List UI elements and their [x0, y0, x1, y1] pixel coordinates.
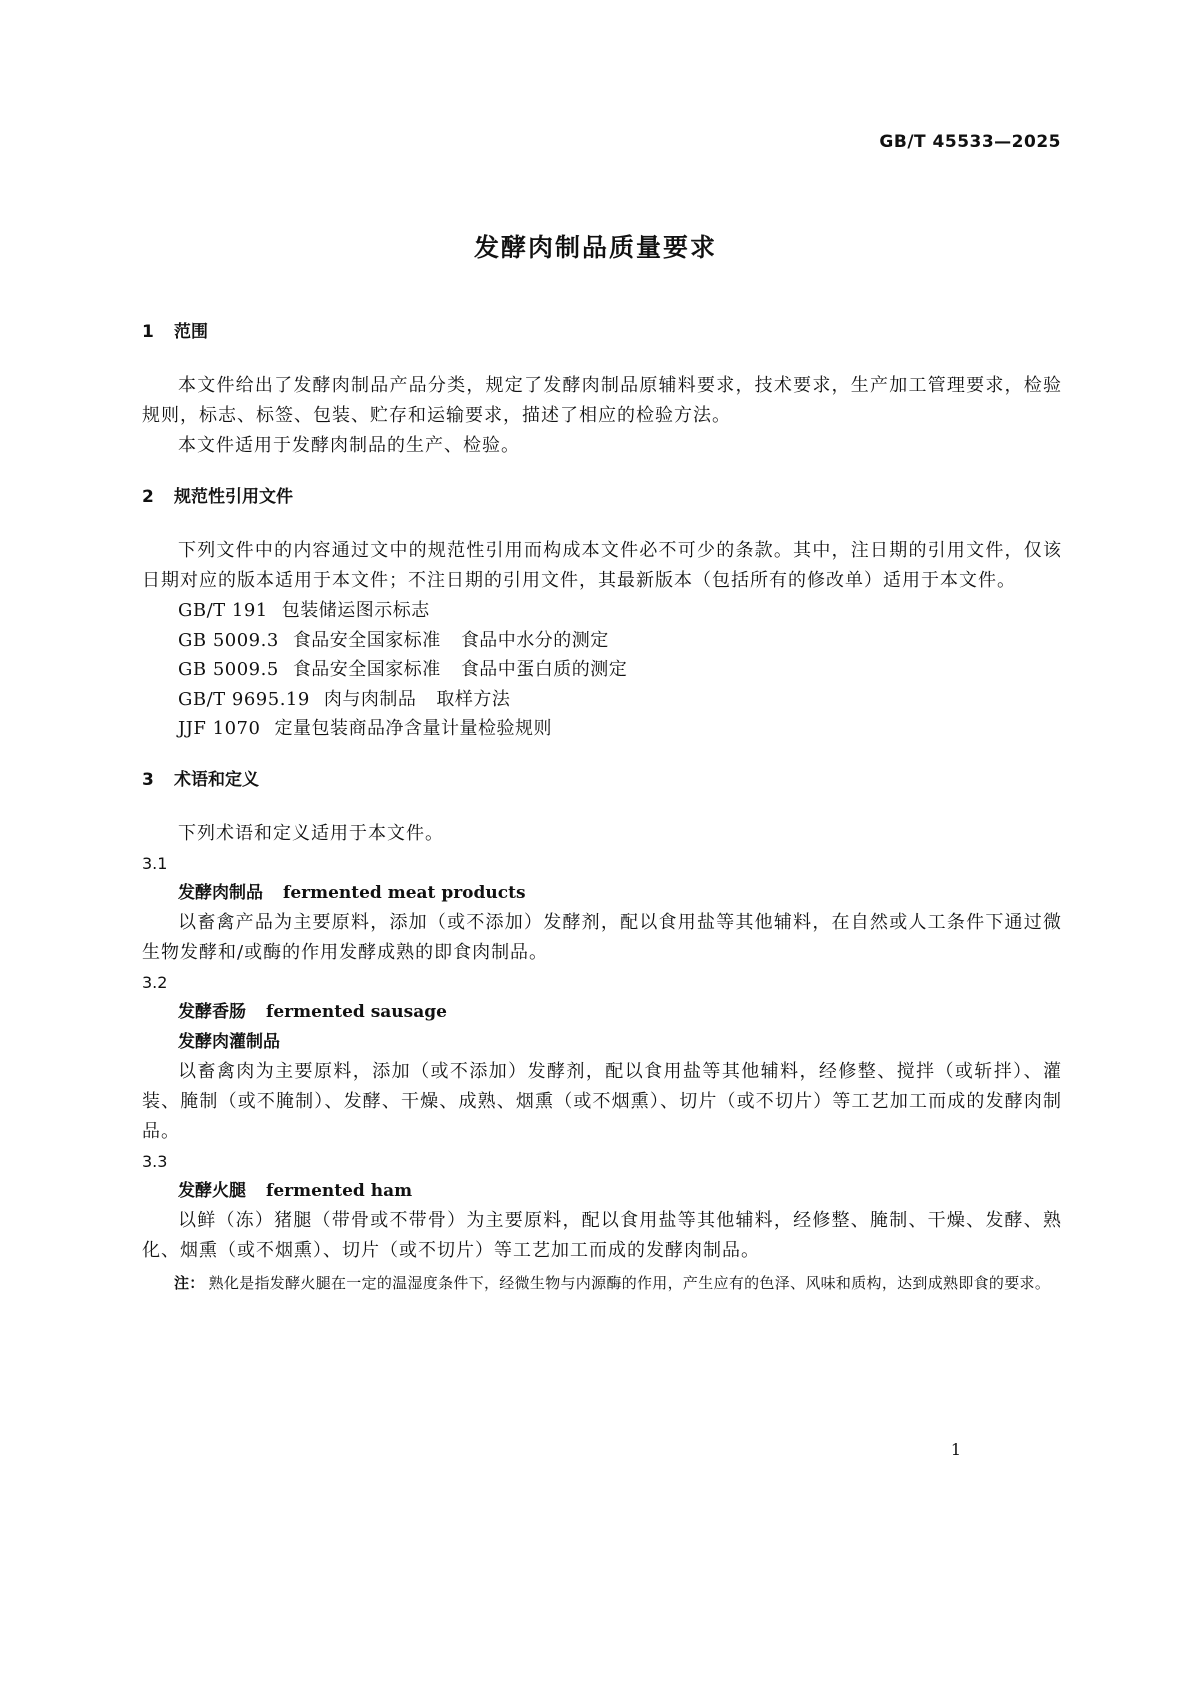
- reference-title: 食品安全国家标准: [292, 659, 441, 680]
- reference-code: GB 5009.5: [178, 659, 279, 680]
- reference-subtitle: 食品中水分的测定: [460, 629, 609, 651]
- section-number: 2: [142, 487, 154, 507]
- section-number: 3: [142, 769, 154, 790]
- reference-item: [142, 655, 1062, 685]
- document-title: 发酵肉制品质量要求: [473, 233, 717, 262]
- term-note: [142, 1270, 1062, 1297]
- term-alternate-chinese: 发酵肉灌制品: [178, 1031, 280, 1052]
- document-body: [142, 318, 1062, 1297]
- section-number: 1: [142, 322, 154, 342]
- reference-title: 食品安全国家标准: [292, 629, 441, 651]
- spacer: [142, 461, 1062, 483]
- reference-code: JJF 1070: [178, 718, 261, 739]
- term-english: fermented sausage: [266, 1001, 447, 1022]
- reference-item: [142, 714, 1062, 744]
- term-chinese: 发酵火腿: [178, 1180, 246, 1201]
- reference-title: 包装储运图示标志: [281, 600, 430, 621]
- term-chinese: 发酵肉制品: [178, 882, 263, 903]
- standard-code: GB/T 45533—2025: [879, 132, 1061, 152]
- page-number: 1: [950, 1440, 961, 1459]
- scope-paragraph: 本文件适用于发酵肉制品的生产、检验。: [178, 435, 520, 456]
- reference-code: GB/T 9695.19: [178, 688, 310, 710]
- reference-subtitle: 取样方法: [436, 688, 511, 710]
- reference-code: GB 5009.3: [178, 629, 279, 651]
- term-chinese: 发酵香肠: [178, 1001, 246, 1022]
- terms-intro: 下列术语和定义适用于本文件。: [178, 822, 444, 844]
- section-title: 范围: [174, 322, 208, 342]
- term-english: fermented meat products: [283, 882, 526, 903]
- term-alternate: [142, 1027, 1062, 1057]
- clause-number: 3.1: [142, 853, 168, 873]
- reference-code: GB/T 191: [178, 600, 268, 621]
- term-entry: [142, 878, 1062, 908]
- section-heading-scope: [142, 318, 1062, 346]
- section-title: 规范性引用文件: [174, 487, 293, 507]
- reference-subtitle: 食品中蛋白质的测定: [460, 659, 628, 680]
- section-heading-terms: [142, 766, 1062, 794]
- spacer: [142, 744, 1062, 766]
- note-label: 注：: [174, 1273, 205, 1292]
- term-definition: 以鲜（冻）猪腿（带骨或不带骨）为主要原料，配以食用盐等其他辅料，经修整、腌制、干燥、发酵、熟化、烟熏（或不烟熏）、切片（或不切片）等工艺加工而成的发酵肉制品。: [142, 1209, 1062, 1261]
- term-english: fermented ham: [266, 1180, 413, 1201]
- term-entry: [142, 997, 1062, 1027]
- scope-paragraph: 本文件给出了发酵肉制品产品分类，规定了发酵肉制品原辅料要求，技术要求，生产加工管理要求，检验规则，标志、标签、包装、贮存和运输要求，描述了相应的检验方法。: [142, 375, 1062, 426]
- section-heading-normative-references: [142, 483, 1062, 511]
- section-title: 术语和定义: [174, 769, 259, 790]
- reference-item: [142, 596, 1062, 626]
- term-entry: [142, 1176, 1062, 1206]
- references-intro: 下列文件中的内容通过文中的规范性引用而构成本文件必不可少的条款。其中，注日期的引用文件，仅该日期对应的版本适用于本文件；不注日期的引用文件，其最新版本（包括所有的修改单）适用于本文件。: [142, 540, 1062, 591]
- reference-title: 定量包装商品净含量计量检验规则: [274, 718, 552, 739]
- clause-number: 3.2: [142, 972, 168, 992]
- term-definition: 以畜禽产品为主要原料，添加（或不添加）发酵剂，配以食用盐等其他辅料，在自然或人工条件下通过微生物发酵和/或酶的作用发酵成熟的即食肉制品。: [142, 911, 1062, 963]
- reference-item: [142, 626, 1062, 656]
- clause-number: 3.3: [142, 1151, 168, 1171]
- term-definition: 以畜禽肉为主要原料，添加（或不添加）发酵剂，配以食用盐等其他辅料，经修整、搅拌（或斩拌）、灌装、腌制（或不腌制）、发酵、干燥、成熟、烟熏（或不烟熏）、切片（或不切片）等工艺加工而成的发酵肉制品。: [142, 1060, 1062, 1142]
- note-text: 熟化是指发酵火腿在一定的温湿度条件下，经微生物与内源酶的作用，产生应有的色泽、风味和质构，达到成熟即食的要求。: [208, 1273, 1051, 1292]
- reference-title: 肉与肉制品: [323, 688, 417, 710]
- reference-item: [142, 685, 1062, 715]
